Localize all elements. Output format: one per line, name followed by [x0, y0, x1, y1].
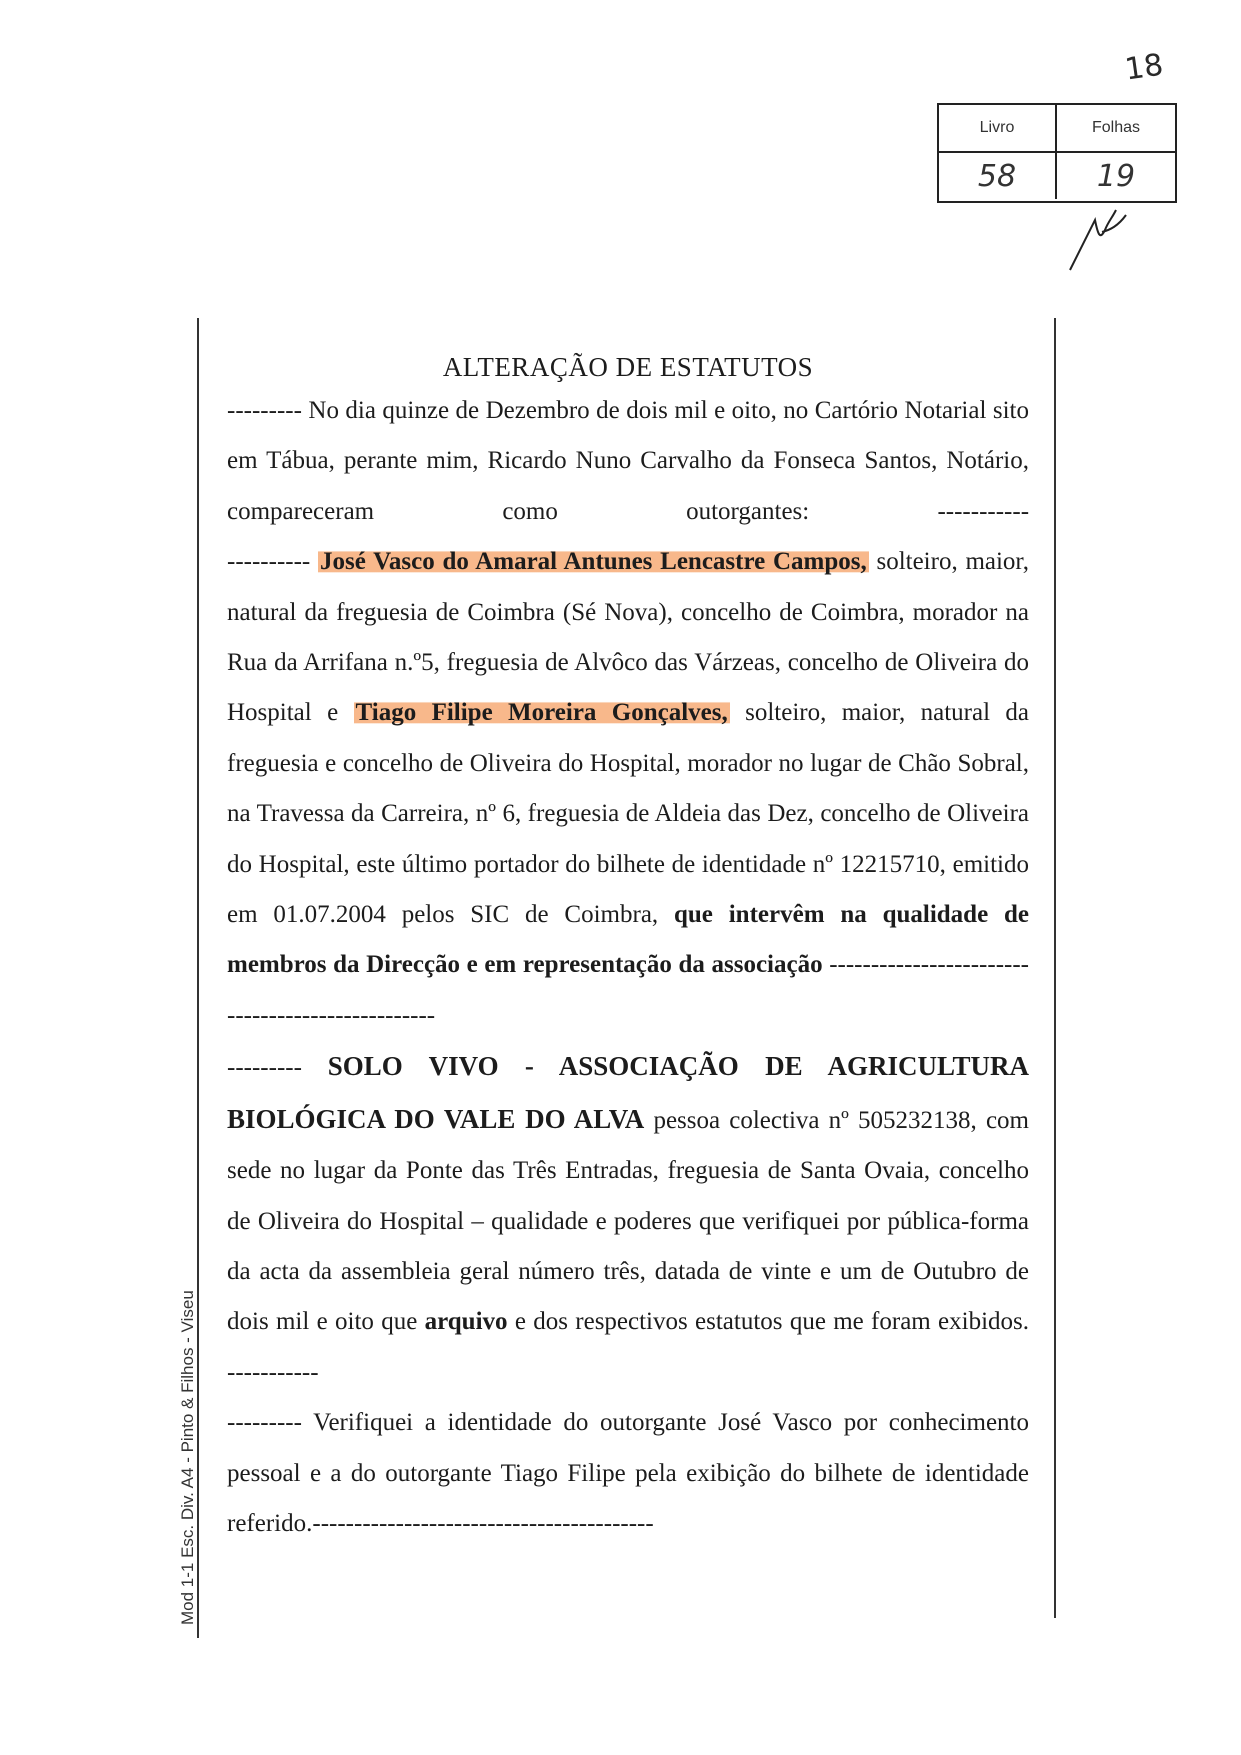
organization-name: SOLO VIVO - ASSOCIAÇÃO DE AGRICULTURA BIOLÓGICA DO VALE DO ALVA: [227, 1051, 1029, 1134]
bold-text-arquivo: arquivo: [424, 1308, 508, 1336]
paragraph-text: No dia quinze de Dezembro de dois mil e oito, no Cartório Notarial sito em Tábua, perante mim, Ricardo Nuno Carvalho da Fonseca Santos, Notário, compareceram como outorgantes:: [227, 397, 1030, 525]
dash-trailer: -----------: [227, 1358, 319, 1386]
livro-value: 58: [939, 153, 1057, 199]
dash-trailer: -------------------------------------------------: [227, 951, 1030, 1029]
document-title: ALTERAÇÃO DE ESTATUTOS: [442, 352, 814, 382]
margin-printer-note: Mod 1-1 Esc. Div. A4 - Pinto & Filhos - Viseu: [178, 1290, 197, 1625]
dash-leader: ----------: [227, 548, 311, 576]
bold-text-capacity: que intervêm na qualidade de membros da Direcção e em representação da associação: [227, 901, 1029, 979]
paragraph-text: Verifiquei a identidade do outorgante José Vasco por conhecimento pessoal e a do outorgante Tiago Filipe pela exibição do bilhete de identidade referido.: [227, 1409, 1029, 1537]
paragraph-text: pessoa colectiva nº 505232138, com sede no lugar da Ponte das Três Entradas, freguesia de Santa Ovaia, concelho de Oliveira do Hospital – qualidade e poderes que verifiquei por pública-forma da acta da assembleia geral número três, datada de vinte e um de Outubro de dois mil e oito que: [227, 1106, 1030, 1336]
livro-folhas-box: [937, 103, 1177, 203]
livro-label: Livro: [939, 105, 1057, 153]
paragraph-text: solteiro, maior, natural da freguesia de Coimbra (Sé Nova), concelho de Coimbra, morador na Rua da Arrifana n.º5, freguesia de Alvôco das Várzeas, concelho de Oliveira do Hospital e: [227, 548, 1030, 727]
dash-trailer: -----------------------------------------: [312, 1509, 654, 1537]
rubric-signature-icon: [1060, 200, 1140, 280]
highlighted-name-first: José Vasco do Amaral Antunes Lencastre Campos,: [320, 548, 867, 576]
folhas-value: 19: [1096, 158, 1136, 194]
dash-trailer: -----------: [937, 497, 1030, 525]
dash-leader: ---------: [227, 1054, 302, 1082]
paragraph-text: e dos respectivos estatutos que me foram exibidos.: [514, 1308, 1030, 1336]
folhas-label: Folhas: [1057, 105, 1175, 153]
paragraph-association: [227, 1041, 1029, 1398]
highlighted-name-second: Tiago Filipe Moreira Gonçalves,: [355, 699, 728, 727]
paragraph-parties: [227, 537, 1029, 1041]
paragraph-identity: [227, 1398, 1029, 1549]
dash-leader: ---------: [227, 397, 302, 424]
right-margin-line: [1054, 318, 1056, 1618]
dash-leader: ---------: [227, 1409, 302, 1437]
page-number-handwritten: 18: [1122, 47, 1166, 88]
document-body: [227, 350, 1029, 1549]
paragraph-text: solteiro, maior, natural da freguesia e concelho de Oliveira do Hospital, morador no lugar de Chão Sobral, na Travessa da Carreira, nº 6, freguesia de Aldeia das Dez, concelho de Oliveira do Hospital, este último portador do bilhete de identidade nº 12215710, emitido em 01.07.2004 pelos SIC de Coimbra,: [227, 699, 1029, 929]
paragraph-opening: [227, 386, 1029, 537]
